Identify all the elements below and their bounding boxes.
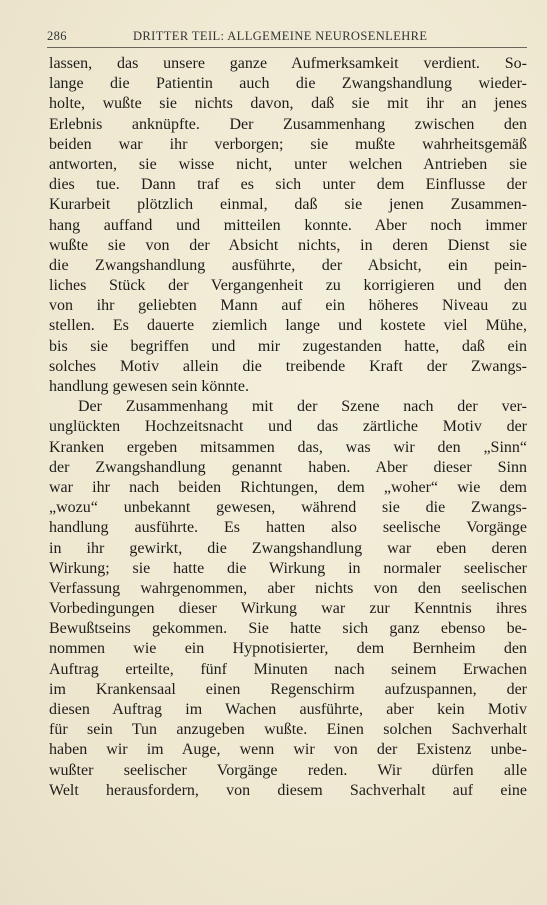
header-rule	[47, 47, 527, 48]
body-text	[49, 54, 527, 801]
page-number: 286	[47, 29, 67, 43]
paragraph-start-line: Der Zusammenhang mit der Szene nach der ver-	[78, 398, 527, 416]
text-line: holte, wußte sie nichts davon, daß sie mit ihr an jenes	[49, 95, 527, 113]
text-line: handlung ausführte. Es hatten also seelische Vorgänge	[49, 519, 527, 537]
text-line: unglückten Hochzeitsnacht und das zärtliche Motiv der	[49, 418, 527, 436]
text-line: hang auffand und mitteilen konnte. Aber noch immer	[49, 216, 527, 234]
text-line: Welt herausfordern, von diesem Sachverhalt auf eine	[49, 781, 527, 799]
text-line: diesen Auftrag im Wachen ausführte, aber kein Motiv	[49, 701, 527, 718]
text-line: solches Motiv allein die treibende Kraft der Zwangs-	[49, 357, 527, 375]
text-line: wußter seelischer Vorgänge reden. Wir dürfen alle	[49, 761, 527, 779]
text-line: Wirkung; sie hatte die Wirkung in normaler seelischer	[49, 559, 527, 577]
text-line: stellen. Es dauerte ziemlich lange und kostete viel Mühe,	[49, 317, 527, 335]
text-line: haben wir im Auge, wenn wir von der Existenz unbe-	[49, 741, 527, 759]
text-line: lange die Patientin auch die Zwangshandlung wieder-	[49, 75, 527, 93]
text-line: der Zwangshandlung genannt haben. Aber dieser Sinn	[49, 458, 527, 476]
text-line: Kranken ergeben mitsammen das, was wir den „Sinn“	[49, 438, 527, 456]
text-line: Vorbedingungen dieser Wirkung war zur Kenntnis ihres	[49, 600, 527, 618]
running-title: DRITTER TEIL: ALLGEMEINE NEUROSENLEHRE	[133, 29, 428, 43]
text-line: für sein Tun anzugeben wußte. Einen solchen Sachverhalt	[49, 721, 527, 739]
text-line: war ihr nach beiden Richtungen, dem „woher“ wie dem	[49, 478, 527, 496]
text-line: Auftrag erteilte, fünf Minuten nach seinem Erwachen	[49, 660, 527, 678]
text-line: Erlebnis anknüpfte. Der Zusammenhang zwischen den	[49, 115, 527, 133]
text-line: Kurarbeit plötzlich einmal, daß sie jenen Zusammen-	[49, 196, 527, 214]
paragraph-end-line: handlung gewesen sein könnte.	[49, 378, 249, 395]
text-line: „wozu“ unbekannt gewesen, während sie die Zwangs-	[49, 499, 527, 517]
text-line: Bewußtseins gekommen. Sie hatte sich ganz ebenso be-	[49, 620, 527, 638]
text-line: beiden war ihr verborgen; sie mußte wahrheitsgemäß	[49, 135, 527, 153]
text-line: die Zwangshandlung ausführte, der Absicht, ein pein-	[49, 256, 527, 274]
text-line: im Krankensaal einen Regenschirm aufzuspannen, der	[49, 680, 527, 698]
text-line: bis sie begriffen und mir zugestanden hatte, daß ein	[49, 337, 527, 355]
text-line: antworten, sie wisse nicht, unter welchen Antrieben sie	[49, 155, 527, 173]
text-line: Verfassung wahrgenommen, aber nichts von den seelischen	[49, 579, 527, 597]
text-line: dies tue. Dann traf es sich unter dem Einflusse der	[49, 176, 527, 194]
page-header	[47, 26, 527, 46]
text-line: nommen wie ein Hypnotisierter, dem Bernheim den	[49, 640, 527, 658]
text-line: wußte sie von der Absicht nichts, in deren Dienst sie	[49, 236, 527, 254]
text-line: lassen, das unsere ganze Aufmerksamkeit verdient. So-	[49, 55, 527, 72]
text-line: von ihr geliebten Mann auf ein höheres Niveau zu	[49, 297, 527, 315]
text-line: in ihr gewirkt, die Zwangshandlung war eben deren	[49, 539, 527, 557]
text-line: liches Stück der Vergangenheit zu korrigieren und den	[49, 277, 527, 295]
